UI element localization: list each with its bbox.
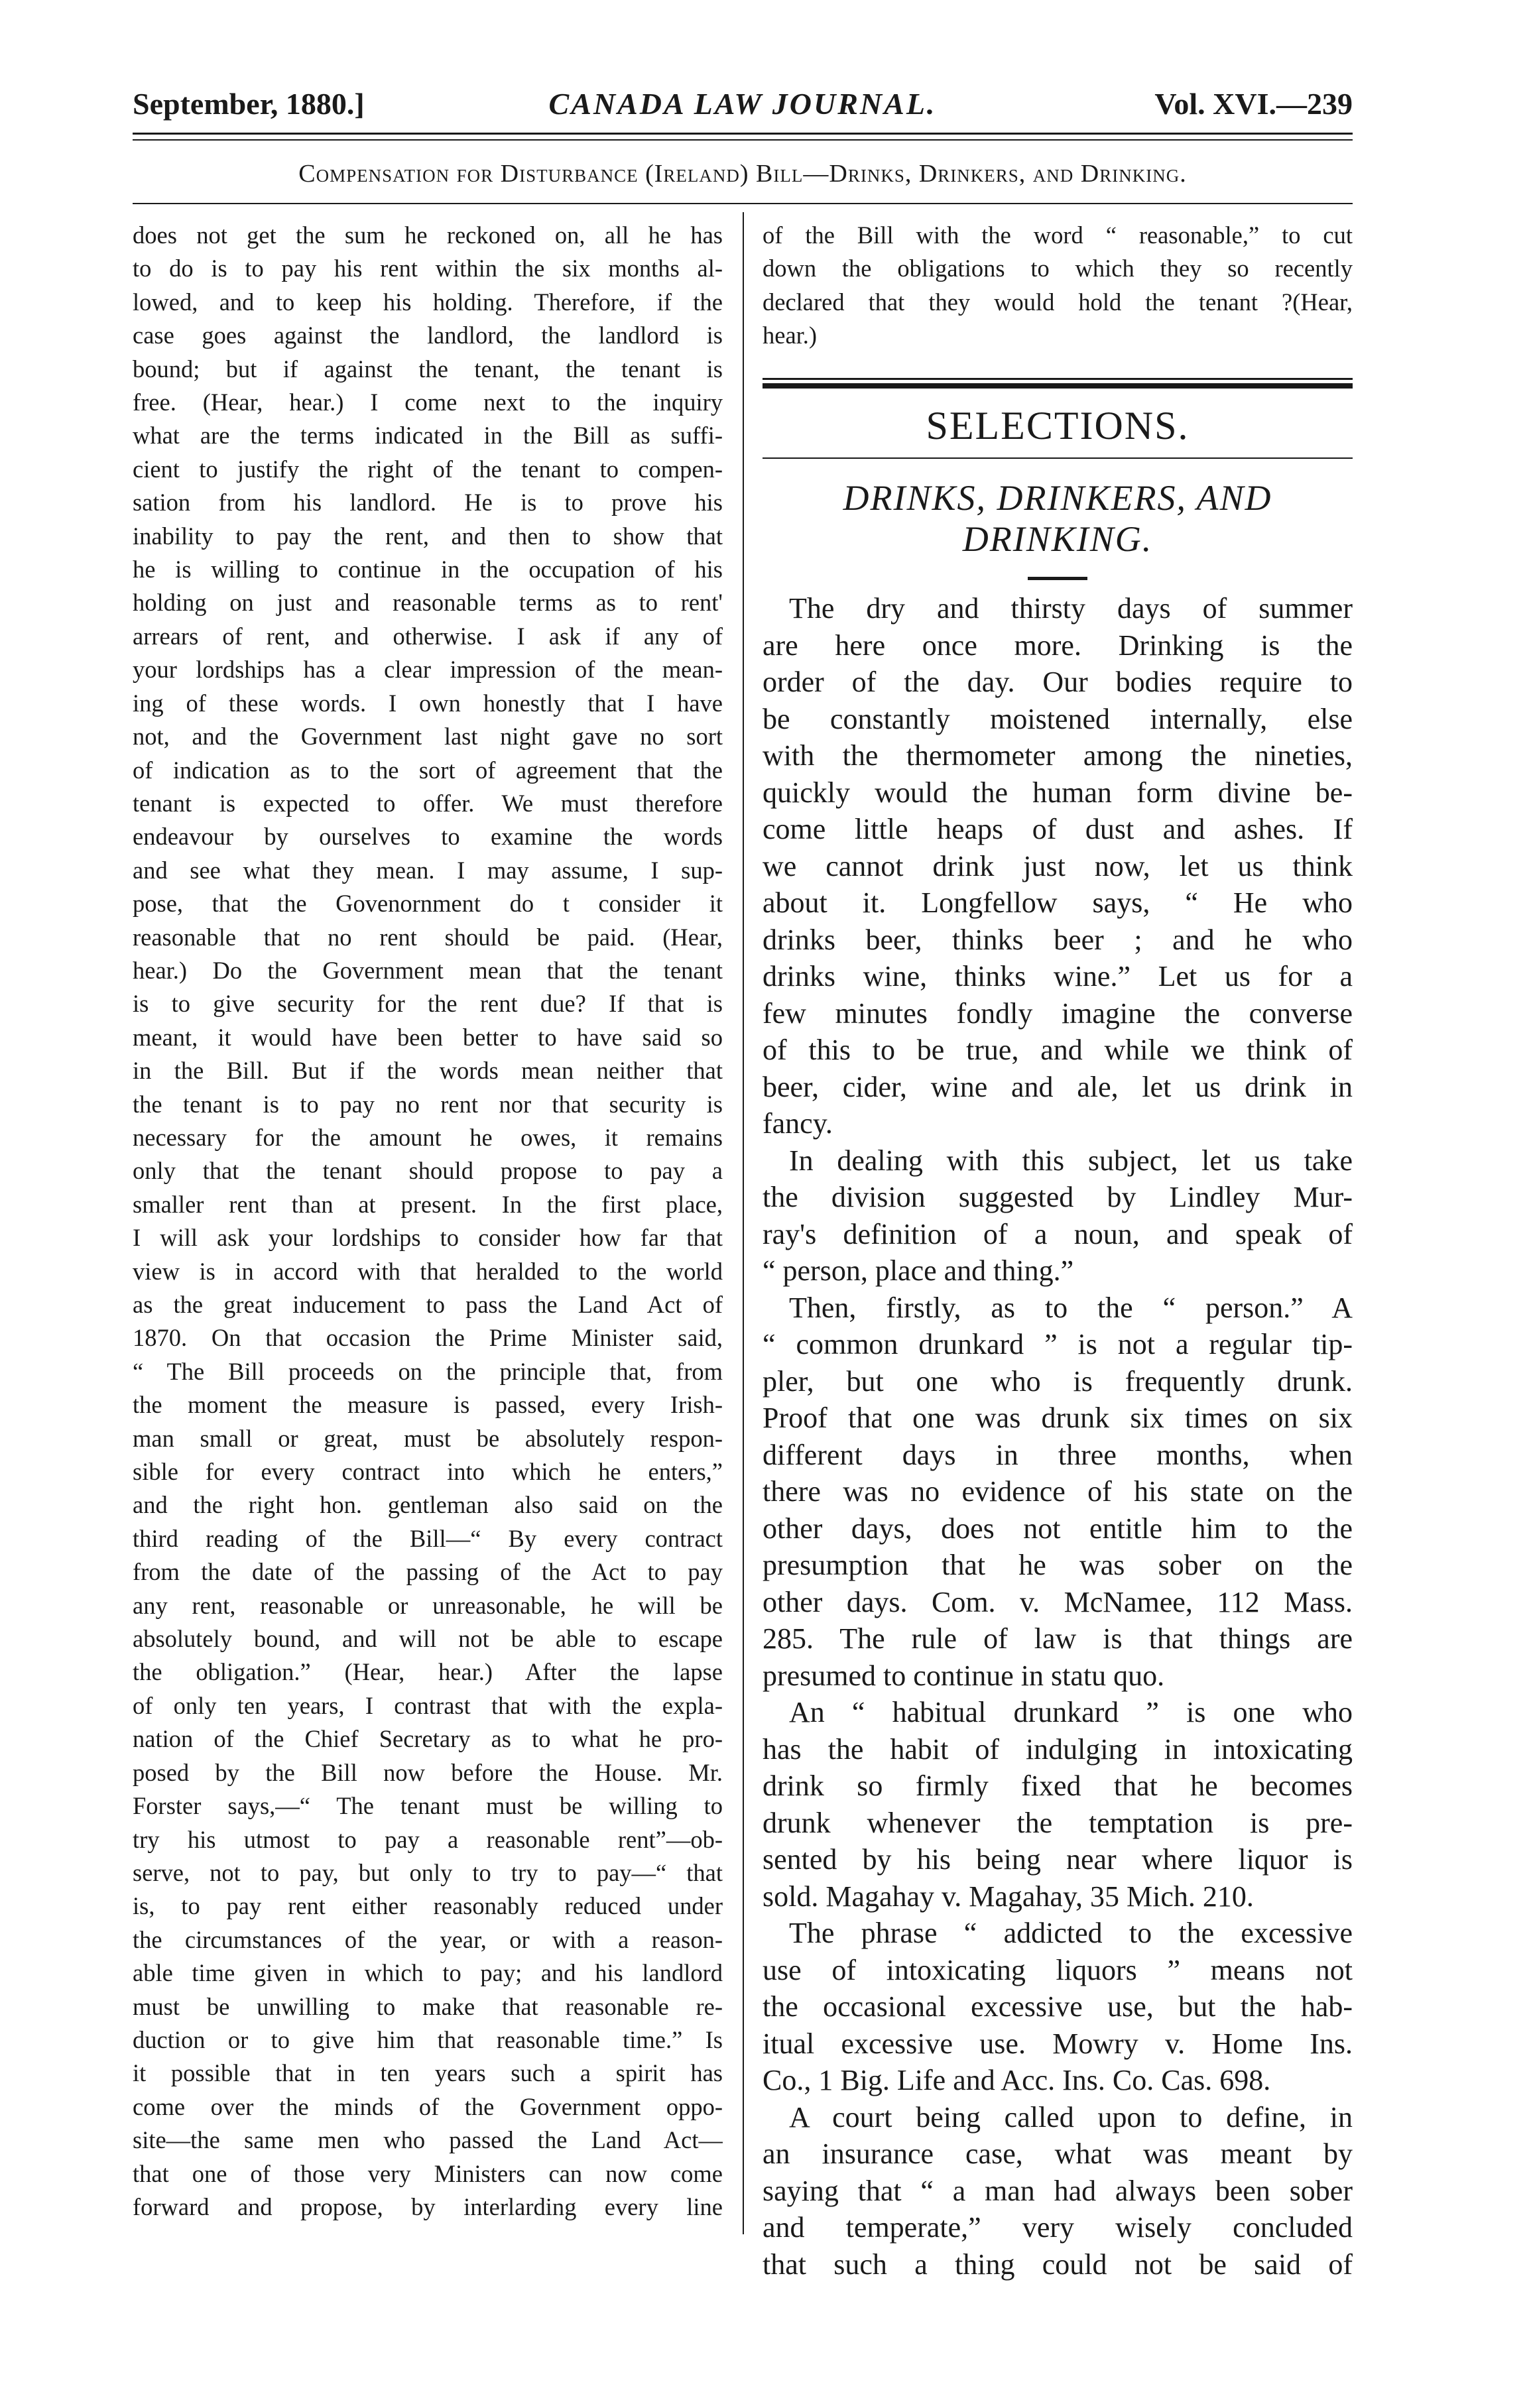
text-line: try his utmost to pay a reasonable rent”—ob-: [133, 1825, 723, 1853]
text-line: arrears of rent, and otherwise. I ask if any of: [133, 622, 723, 650]
text-line: pler, but one who is frequently drunk.: [763, 1364, 1353, 1398]
text-line: absolutely bound, and will not be able to escape: [133, 1625, 723, 1653]
text-line: An “ habitual drunkard ” is one who: [789, 1696, 1353, 1728]
header-journal-title: CANADA LAW JOURNAL.: [548, 87, 937, 121]
text-line: only that the tenant should propose to pay a: [133, 1157, 723, 1185]
article-body: [763, 590, 1353, 2283]
article-title: [763, 477, 1353, 560]
text-line: come over the minds of the Government oppo-: [133, 2092, 723, 2120]
text-line: fancy.: [763, 1107, 833, 1140]
right-column-continuation: [763, 219, 1353, 353]
article-title-rule: [1028, 577, 1087, 580]
left-column-text: [133, 219, 723, 2224]
text-line: Then, firstly, as to the “ person.” A: [789, 1291, 1353, 1324]
text-line: with the thermometer among the nineties,: [763, 739, 1353, 772]
text-line: order of the day. Our bodies require to: [763, 666, 1353, 698]
text-line: presumed to continue in statu quo.: [763, 1659, 1165, 1692]
text-line: and temperate,” very wisely concluded: [763, 2211, 1353, 2244]
text-line: are here once more. Drinking is the: [763, 629, 1353, 662]
text-line: reasonable that no rent should be paid. (Hear,: [133, 923, 723, 951]
text-line: pose, that the Govenornment do t consider it: [133, 890, 723, 918]
text-line: the obligation.” (Hear, hear.) After the lapse: [133, 1658, 723, 1686]
text-line: able time given in which to pay; and his landlord: [133, 1959, 723, 1987]
text-line: “ The Bill proceeds on the principle that, from: [133, 1357, 723, 1385]
text-line: in the Bill. But if the words mean neither that: [133, 1057, 723, 1085]
text-line: use of intoxicating liquors ” means not: [763, 1953, 1353, 1986]
text-line: “ common drunkard ” is not a regular tip-: [763, 1328, 1353, 1360]
text-line: we cannot drink just now, let us think: [763, 849, 1353, 882]
text-line: sible for every contract into which he enters,”: [133, 1458, 723, 1486]
text-line: is to give security for the rent due? If that is: [133, 990, 723, 1018]
text-line: of indication as to the sort of agreement that the: [133, 756, 723, 784]
column-divider: [743, 212, 744, 2234]
text-line: sation from his landlord. He is to prove his: [133, 489, 723, 516]
text-line: declared that they would hold the tenant ?(Hear,: [763, 288, 1353, 316]
text-line: come little heaps of dust and ashes. If: [763, 813, 1353, 845]
text-line: the circumstances of the year, or with a reason-: [133, 1925, 723, 1953]
text-line: to do is to pay his rent within the six months al-: [133, 255, 723, 282]
text-line: posed by the Bill now before the House. Mr.: [133, 1758, 723, 1786]
selections-rule-top: [763, 378, 1353, 380]
text-line: tenant is expected to offer. We must therefore: [133, 789, 723, 817]
text-line: cient to justify the right of the tenant to compen-: [133, 455, 723, 483]
text-line: nation of the Chief Secretary as to what he pro-: [133, 1725, 723, 1753]
text-line: itual excessive use. Mowry v. Home Ins.: [763, 2027, 1353, 2060]
text-line: and the right hon. gentleman also said on the: [133, 1491, 723, 1519]
header-volume-page: Vol. XVI.—239: [1154, 87, 1353, 121]
text-line: drink so firmly fixed that he becomes: [763, 1770, 1353, 1802]
text-line: the tenant is to pay no rent nor that security is: [133, 1090, 723, 1118]
text-line: that one of those very Ministers can now come: [133, 2159, 723, 2187]
text-line: ing of these words. I own honestly that I have: [133, 689, 723, 717]
text-line: endeavour by ourselves to examine the words: [133, 823, 723, 851]
text-line: different days in three months, when: [763, 1438, 1353, 1471]
text-line: your lordships has a clear impression of the mean-: [133, 656, 723, 684]
text-line: 285. The rule of law is that things are: [763, 1622, 1353, 1655]
text-line: from the date of the passing of the Act to pay: [133, 1558, 723, 1586]
text-line: meant, it would have been better to have said so: [133, 1023, 723, 1051]
text-line: presumption that he was sober on the: [763, 1549, 1353, 1581]
text-line: other days, does not entitle him to the: [763, 1512, 1353, 1545]
text-line: The phrase “ addicted to the excessive: [789, 1917, 1353, 1949]
text-line: is, to pay rent either reasonably reduced under: [133, 1892, 723, 1920]
text-line: Proof that one was drunk six times on six: [763, 1402, 1353, 1434]
text-line: down the obligations to which they so recently: [763, 255, 1353, 282]
text-line: be constantly moistened internally, else: [763, 702, 1353, 735]
text-line: sold. Magahay v. Magahay, 35 Mich. 210.: [763, 1880, 1254, 1913]
text-line: view is in accord with that heralded to the world: [133, 1257, 723, 1285]
selections-rule-thick: [763, 383, 1353, 389]
article-paragraph: [763, 1915, 1353, 2099]
text-line: drinks beer, thinks beer ; and he who: [763, 923, 1353, 956]
article-paragraph: [763, 1694, 1353, 1915]
text-line: it possible that in ten years such a spirit has: [133, 2059, 723, 2087]
section-subheader: Compensation for Disturbance (Ireland) Bill—Drinks, Drinkers, and Drinking.: [298, 160, 1187, 188]
text-line: case goes against the landlord, the landlord is: [133, 322, 723, 349]
left-column-paragraph: [133, 219, 723, 2224]
text-line: man small or great, must be absolutely respon-: [133, 1424, 723, 1452]
text-line: the occasional excessive use, but the hab-: [763, 1990, 1353, 2023]
subheader-rule: [133, 203, 1353, 204]
text-line: must be unwilling to make that reasonable re-: [133, 1992, 723, 2020]
text-line: site—the same men who passed the Land Act—: [133, 2126, 723, 2154]
text-line: there was no evidence of his state on the: [763, 1475, 1353, 1508]
text-line: In dealing with this subject, let us take: [789, 1144, 1353, 1177]
text-line: sented by his being near where liquor is: [763, 1843, 1353, 1876]
article-paragraph: [763, 590, 1353, 1142]
text-line: inability to pay the rent, and then to show that: [133, 522, 723, 550]
text-line: that such a thing could not be said of: [763, 2248, 1353, 2281]
text-line: the division suggested by Lindley Mur-: [763, 1181, 1353, 1213]
selections-heading: SELECTIONS.: [926, 404, 1190, 448]
text-line: hear.) Do the Government mean that the tenant: [133, 956, 723, 984]
text-line: what are the terms indicated in the Bill as suffi-: [133, 422, 723, 450]
text-line: smaller rent than at present. In the first place,: [133, 1190, 723, 1218]
text-line: of the Bill with the word “ reasonable,” to cut: [763, 221, 1353, 249]
text-line: an insurance case, what was meant by: [763, 2137, 1353, 2170]
text-line: he is willing to continue in the occupation of his: [133, 556, 723, 583]
text-line: The dry and thirsty days of summer: [789, 592, 1353, 625]
text-line: ray's definition of a noun, and speak of: [763, 1217, 1353, 1250]
header-rule-bottom: [133, 139, 1353, 141]
article-paragraph: [763, 1142, 1353, 1290]
text-line: A court being called upon to define, in: [789, 2100, 1353, 2134]
text-line: holding on just and reasonable terms as to rent': [133, 589, 723, 617]
text-line: of this to be true, and while we think of: [763, 1034, 1353, 1066]
text-line: duction or to give him that reasonable time.” Is: [133, 2025, 723, 2053]
text-line: saying that “ a man had always been sober: [763, 2174, 1353, 2207]
header-date: September, 1880.]: [133, 87, 365, 121]
text-line: “ person, place and thing.”: [763, 1254, 1074, 1287]
selections-rule-bottom: [763, 457, 1353, 459]
text-line: bound; but if against the tenant, the tenant is: [133, 355, 723, 383]
text-line: of only ten years, I contrast that with the expla-: [133, 1691, 723, 1719]
text-line: Co., 1 Big. Life and Acc. Ins. Co. Cas. 698.: [763, 2064, 1271, 2096]
article-title-line-1: DRINKS, DRINKERS, AND: [843, 478, 1272, 518]
text-line: and see what they mean. I may assume, I sup-: [133, 856, 723, 884]
header-rule-top: [133, 133, 1353, 135]
text-line: any rent, reasonable or unreasonable, he will be: [133, 1591, 723, 1619]
text-line: the moment the measure is passed, every Irish-: [133, 1391, 723, 1419]
text-line: has the habit of indulging in intoxicating: [763, 1732, 1353, 1766]
article-title-line-2: DRINKING.: [962, 519, 1153, 559]
article-paragraph: [763, 1290, 1353, 1695]
text-line: necessary for the amount he owes, it remains: [133, 1123, 723, 1151]
text-line: third reading of the Bill—“ By every contract: [133, 1524, 723, 1552]
text-line: drunk whenever the temptation is pre-: [763, 1806, 1353, 1839]
text-line: does not get the sum he reckoned on, all he has: [133, 221, 723, 249]
text-line: free. (Hear, hear.) I come next to the inquiry: [133, 389, 723, 416]
text-line: quickly would the human form divine be-: [763, 776, 1353, 809]
continuation-paragraph: [763, 219, 1353, 353]
text-line: as the great inducement to pass the Land Act of: [133, 1291, 723, 1318]
text-line: hear.): [763, 322, 818, 349]
text-line: few minutes fondly imagine the converse: [763, 996, 1353, 1030]
text-line: serve, not to pay, but only to try to pay—“ that: [133, 1858, 723, 1886]
article-paragraph: [763, 2099, 1353, 2283]
text-line: other days. Com. v. McNamee, 112 Mass.: [763, 1585, 1353, 1618]
text-line: forward and propose, by interlarding every line: [133, 2193, 723, 2220]
text-line: drinks wine, thinks wine.” Let us for a: [763, 960, 1353, 993]
text-line: beer, cider, wine and ale, let us drink in: [763, 1070, 1353, 1103]
text-line: lowed, and to keep his holding. Therefore, if the: [133, 288, 723, 316]
text-line: 1870. On that occasion the Prime Minister said,: [133, 1324, 723, 1352]
text-line: not, and the Government last night gave no sort: [133, 723, 723, 751]
text-line: about it. Longfellow says, “ He who: [763, 886, 1353, 919]
running-header: [133, 86, 1353, 126]
text-line: I will ask your lordships to consider how far that: [133, 1224, 723, 1252]
text-line: Forster says,—“ The tenant must be willing to: [133, 1792, 723, 1820]
